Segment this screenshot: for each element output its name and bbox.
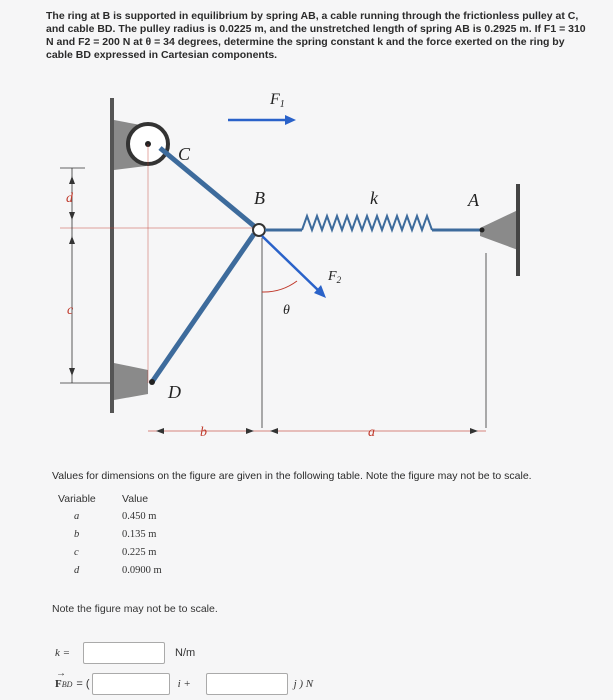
left-wall [110,98,114,413]
note-dimensions: Values for dimensions on the figure are given in the following table. Note the figure may not be to scale. [52,470,532,482]
dimension-table [58,493,162,579]
table-value: 0.0900 m [122,564,162,576]
fbd-j-input[interactable] [206,673,288,695]
f2-label: $F_2$ [328,269,342,285]
fbd-equals: = ( [76,678,90,690]
dim-b-label: b [200,425,207,440]
point-d [149,379,155,385]
f2-arrow-shaft [262,236,320,292]
figure-svg [40,78,600,448]
dim-a-arrow-left [270,428,278,434]
header-variable: Variable [58,493,96,505]
f1-arrow-head [285,115,296,125]
table-row [58,507,162,525]
label-b: B [254,188,265,208]
j-unit-label: j ) N [293,678,314,690]
i-unit-label: i + [177,678,191,690]
theta-arc [262,281,297,292]
label-d: D [168,382,181,402]
dim-b-arrow-right [246,428,254,434]
problem-statement: The ring at B is supported in equilibrium by spring AB, a cable running through the frictionless pulley at C, and cable BD. The pulley radius is 0.0225 m, and the unstretched length of spring AB is 0.2925 m. If F1 = 310 N and F2 = 200 N at θ = 34 degrees, determine the spring constant k and the force exerted on the ring by cable BD expressed in Cartesian components. [46,10,586,61]
table-row [58,525,162,543]
dim-d-label: d [66,191,73,206]
fbd-i-input[interactable] [92,673,170,695]
label-k: k [370,188,378,208]
f1-label: F1 [270,91,285,110]
dim-b-arrow-left [156,428,164,434]
table-row [58,543,162,561]
fbd-label: → FBD [55,668,73,690]
dim-c-arrow-bottom [69,368,75,376]
point-a [480,228,485,233]
answer-k-row [55,642,195,664]
ring-b [253,224,265,236]
label-a: A [468,190,479,210]
dim-a-label: a [368,425,375,440]
mechanics-figure [40,78,600,448]
table-var: a [74,510,80,522]
dim-d-arrow-top [69,176,75,184]
table-var: c [74,546,79,558]
dim-c-label: c [67,303,74,318]
table-row [58,561,162,579]
answer-fbd-row [55,668,314,695]
right-wall [516,184,520,276]
table-var: b [74,528,80,540]
theta-label: θ [283,303,290,318]
support-d [114,363,148,400]
cable-bc [160,148,254,226]
table-header-row [58,493,162,507]
dim-d-arrow-bottom [69,212,75,220]
table-value: 0.225 m [122,546,157,558]
cable-bd [152,234,254,382]
k-unit: N/m [175,647,196,659]
dim-c-arrow-top [69,236,75,244]
k-label: k = [55,647,71,659]
dim-a-arrow-right [470,428,478,434]
table-value: 0.450 m [122,510,157,522]
note-scale: Note the figure may not be to scale. [52,603,218,615]
table-var: d [74,564,80,576]
support-a [480,210,518,250]
header-value: Value [122,493,149,505]
table-value: 0.135 m [122,528,157,540]
spring-ab [302,216,432,230]
label-c: C [178,144,191,164]
vector-arrow-icon: → [56,668,66,679]
k-input[interactable] [83,642,165,664]
